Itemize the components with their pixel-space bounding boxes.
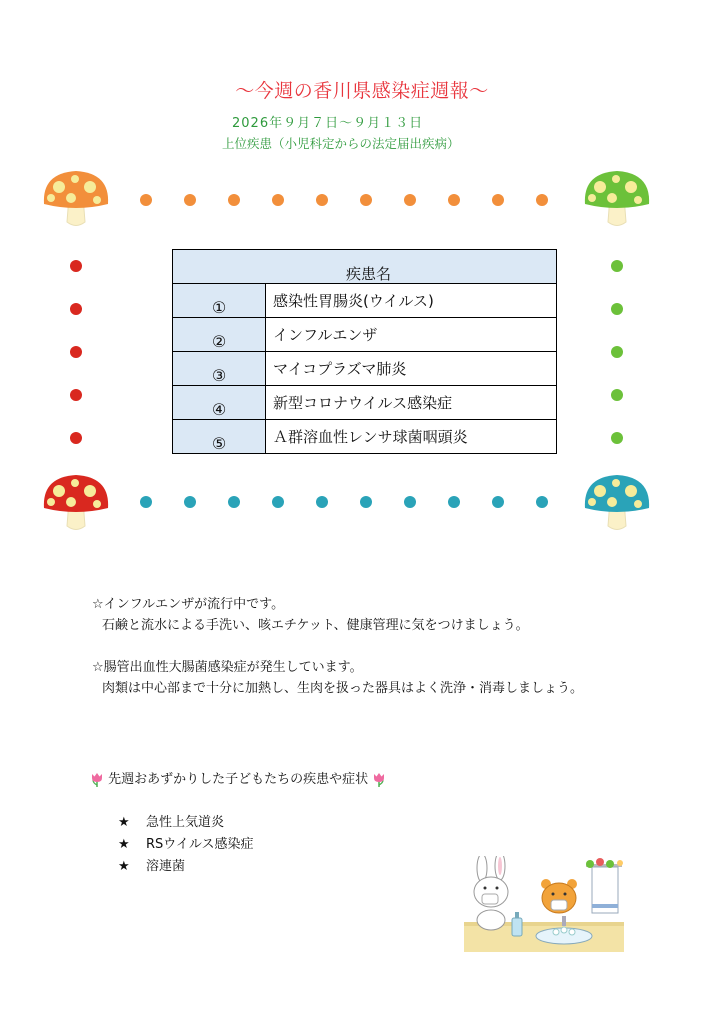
rank-cell: ④ bbox=[173, 386, 266, 420]
notice-body: 石鹸と流水による手洗い、咳エチケット、健康管理に気をつけましょう。 bbox=[102, 618, 529, 633]
column-header: 疾患名 bbox=[173, 250, 557, 284]
bottom-dot-border bbox=[140, 496, 548, 508]
disease-cell: Ａ群溶血性レンサ球菌咽頭炎 bbox=[266, 420, 557, 454]
list-item bbox=[118, 812, 254, 834]
tulip-icon bbox=[372, 772, 386, 788]
table-row bbox=[173, 420, 557, 454]
star-bullet: ★ bbox=[118, 815, 130, 830]
table-header-row bbox=[173, 250, 557, 284]
report-period: 2026年９月７日～９月１３日 bbox=[232, 116, 424, 131]
ehec-notice bbox=[92, 657, 583, 699]
table-row bbox=[173, 318, 557, 352]
rank-cell: ③ bbox=[173, 352, 266, 386]
list-item-text: 急性上気道炎 bbox=[146, 815, 225, 830]
last-week-heading bbox=[90, 768, 386, 788]
last-week-list bbox=[118, 812, 254, 878]
table-row bbox=[173, 352, 557, 386]
star-bullet: ★ bbox=[118, 859, 130, 874]
notice-headline: ☆インフルエンザが流行中です。 bbox=[92, 597, 285, 612]
rank-cell: ⑤ bbox=[173, 420, 266, 454]
disease-cell: インフルエンザ bbox=[266, 318, 557, 352]
rank-cell: ① bbox=[173, 284, 266, 318]
top-dot-border bbox=[140, 194, 548, 206]
rank-cell: ② bbox=[173, 318, 266, 352]
left-dot-border bbox=[70, 260, 82, 444]
list-item-text: RSウイルス感染症 bbox=[146, 837, 254, 852]
disease-ranking-table bbox=[172, 249, 557, 454]
notice-headline: ☆腸管出血性大腸菌感染症が発生しています。 bbox=[92, 660, 363, 675]
table-row bbox=[173, 386, 557, 420]
influenza-notice bbox=[92, 594, 529, 636]
handwashing-illustration bbox=[460, 856, 630, 956]
page-title: ～今週の香川県感染症週報～ bbox=[235, 80, 489, 102]
list-item bbox=[118, 834, 254, 856]
mushroom-icon bbox=[44, 475, 108, 530]
table-subtitle: 上位疾患（小児科定からの法定届出疾病） bbox=[222, 136, 460, 151]
disease-cell: 感染性胃腸炎(ウイルス) bbox=[266, 284, 557, 318]
disease-cell: マイコプラズマ肺炎 bbox=[266, 352, 557, 386]
mushroom-icon bbox=[585, 171, 649, 226]
mushroom-icon bbox=[585, 475, 649, 530]
notice-body: 肉類は中心部まで十分に加熱し、生肉を扱った器具はよく洗浄・消毒しましょう。 bbox=[102, 681, 584, 696]
star-bullet: ★ bbox=[118, 837, 130, 852]
right-dot-border bbox=[611, 260, 623, 444]
table-row bbox=[173, 284, 557, 318]
tulip-icon bbox=[90, 772, 104, 788]
mushroom-icon bbox=[44, 171, 108, 226]
last-week-heading-text: 先週おあずかりした子どもたちの疾患や症状 bbox=[108, 772, 369, 787]
list-item bbox=[118, 856, 254, 878]
list-item-text: 溶連菌 bbox=[146, 859, 186, 874]
disease-cell: 新型コロナウイルス感染症 bbox=[266, 386, 557, 420]
